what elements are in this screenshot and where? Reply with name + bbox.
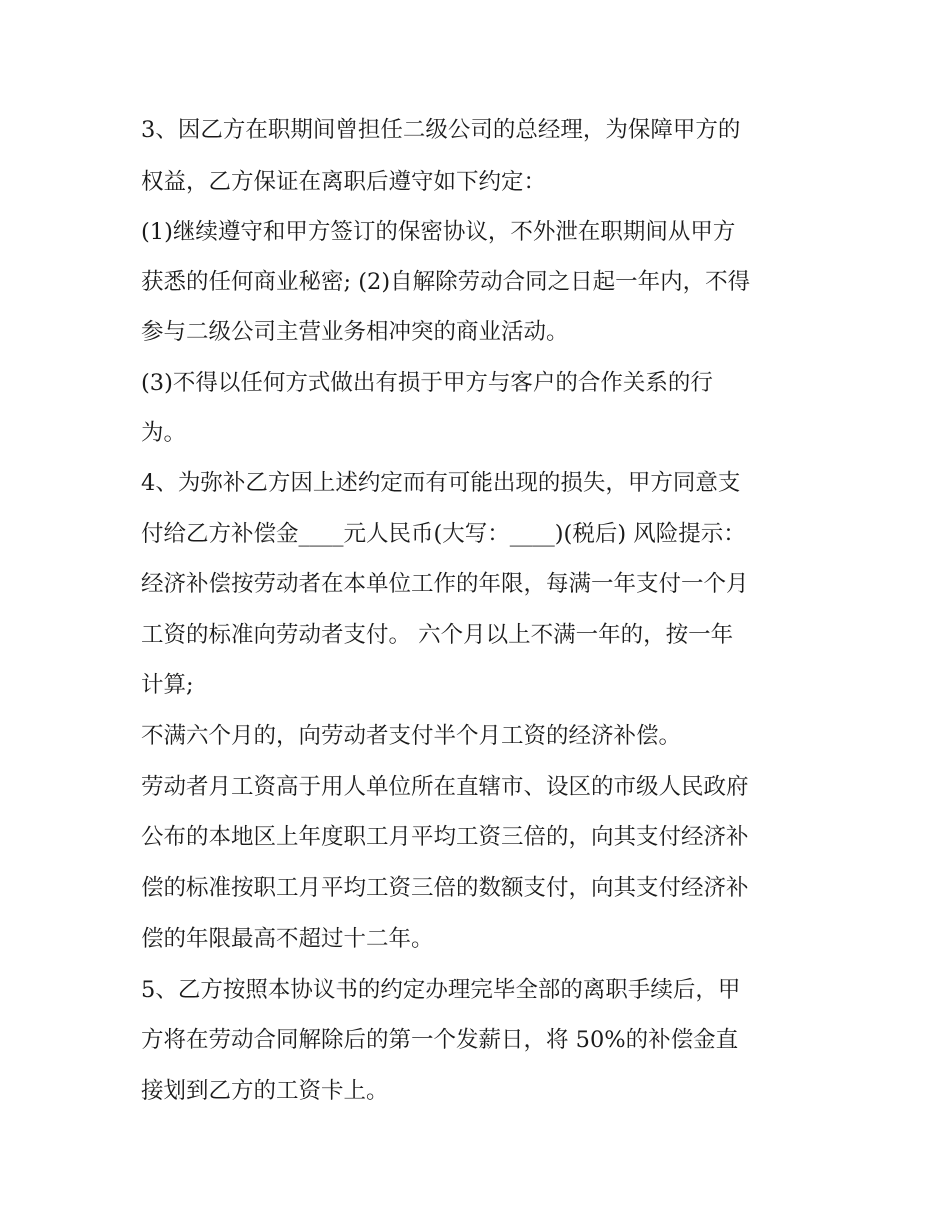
text-line: 劳动者月工资高于用人单位所在直辖市、设区的市级人民政府 [141,774,749,800]
text-line: 3、因乙方在职期间曾担任二级公司的总经理，为保障甲方的 [141,117,741,143]
text-line: 工资的标准向劳动者支付。 六个月以上不满一年的，按一年 [141,622,734,648]
text-line: 不满六个月的，向劳动者支付半个月工资的经济补偿。 [141,723,682,749]
text-line: (1)继续遵守和甲方签订的保密协议，不外泄在职期间从甲方 [141,219,736,245]
text-line: 参与二级公司主营业务相冲突的商业活动。 [141,319,569,345]
text-line: 偿的标准按职工月平均工资三倍的数额支付，向其支付经济补 [141,875,749,901]
text-line: 4、为弥补乙方因上述约定而有可能出现的损失，甲方同意支 [141,470,741,496]
text-line: 公布的本地区上年度职工月平均工资三倍的，向其支付经济补 [141,824,749,850]
text-line: 权益，乙方保证在离职后遵守如下约定： [141,169,547,195]
text-line: (3)不得以任何方式做出有损于甲方与客户的合作关系的行 [141,370,713,396]
text-line: 为。 [141,420,187,446]
text-line: 付给乙方补偿金____元人民币(大写：____)(税后) 风险提示： [141,521,746,547]
text-line: 方将在劳动合同解除后的第一个发薪日，将 50%的补偿金直 [141,1027,739,1053]
text-line: 5、乙方按照本协议书的约定办理完毕全部的离职手续后，甲 [141,977,741,1003]
text-line: 接划到乙方的工资卡上。 [141,1078,389,1104]
text-line: 经济补偿按劳动者在本单位工作的年限，每满一年支付一个月 [141,571,749,597]
text-line: 偿的年限最高不超过十二年。 [141,926,434,952]
text-line: 计算; [141,672,194,698]
text-line: 获悉的任何商业秘密; (2)自解除劳动合同之日起一年内，不得 [141,269,751,295]
